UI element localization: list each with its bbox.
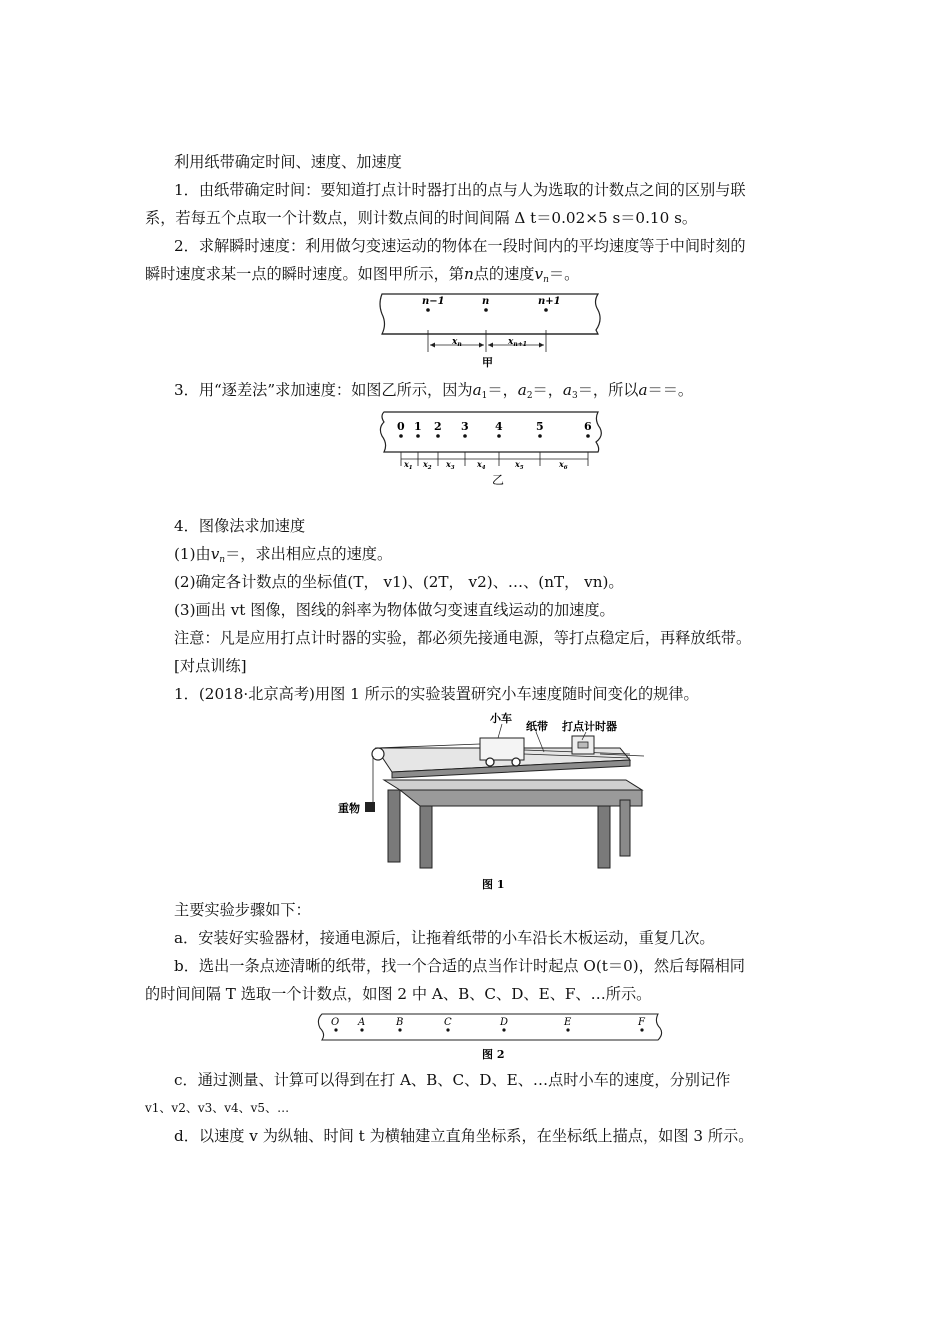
paragraph-4-item-3: (3)画出 vt 图像，图线的斜率为物体做匀变速直线运动的加速度。 [174, 601, 615, 619]
fig2-label-D: D [500, 1017, 509, 1028]
paragraph-2-line-1: 2．求解瞬时速度：利用做匀变速运动的物体在一段时间内的平均速度等于中间时刻的 [174, 237, 746, 255]
yi-seg-5: $x_5$ [515, 459, 524, 471]
step-c-line-1: c．通过测量、计算可以得到在打 A、B、C、D、E、…点时小车的速度，分别记作 [174, 1071, 731, 1089]
label-n-plus-1: n+1 [538, 296, 561, 307]
paragraph-4-item-2: (2)确定各计数点的坐标值(T， v1)、(2T， v2)、…、(nT， vn)。 [174, 573, 624, 591]
practice-label: [对点训练] [174, 657, 247, 675]
paragraph-2-line-2: 瞬时速度求某一点的瞬时速度。如图甲所示，第n点的速度$v_n=$。 [145, 265, 580, 285]
tape-dot-n-plus-1 [544, 308, 548, 312]
step-b-line-1: b．选出一条点迹清晰的纸带，找一个合适的点当作计时起点 O(t＝0)，然后每隔相同 [174, 957, 745, 975]
fig2-label-C: C [444, 1017, 452, 1028]
fig2-label-O: O [331, 1017, 340, 1028]
tape-dot-n [484, 308, 488, 312]
weight-block [365, 802, 375, 812]
fig2-label-E: E [564, 1017, 572, 1028]
figure-1-apparatus [330, 710, 660, 900]
yi-label-2: 2 [434, 420, 442, 433]
figure-2-tape [312, 1010, 672, 1066]
paragraph-4-title: 4．图像法求加速度 [174, 517, 306, 535]
yi-seg-2: $x_2$ [423, 459, 432, 471]
yi-label-1: 1 [414, 420, 422, 433]
tape-dot-n-minus-1 [426, 308, 430, 312]
step-d: d．以速度 v 为纵轴、时间 t 为横轴建立直角坐标系，在坐标纸上描点，如图 3 所示。 [174, 1127, 754, 1145]
note-line: 注意：凡是应用打点计时器的实验，都必须先接通电源，等打点稳定后，再释放纸带。 [174, 629, 752, 647]
yi-label-0: 0 [397, 420, 405, 433]
step-b-line-2: 的时间间隔 T 选取一个计数点，如图 2 中 A、B、C、D、E、F、…所示。 [145, 985, 652, 1003]
label-tape: 纸带 [526, 720, 548, 733]
yi-label-3: 3 [461, 420, 469, 433]
figure-yi-caption: 乙 [492, 473, 505, 487]
figure-yi-tape [376, 408, 608, 490]
yi-dots [399, 434, 590, 438]
figure-1-caption: 图 1 [482, 878, 505, 891]
yi-seg-1: $x_1$ [404, 459, 413, 471]
question-1: 1．(2018·北京高考)用图 1 所示的实验装置研究小车速度随时间变化的规律。 [174, 685, 699, 703]
label-cart: 小车 [490, 712, 512, 725]
yi-seg-4: $x_4$ [477, 459, 486, 471]
step-c-line-2: v1、v2、v3、v4、v5、… [145, 1101, 290, 1115]
paragraph-1-line-2: 系，若每五个点取一个计数点，则计数点间的时间间隔 Δ t＝0.02×5 s＝0.10 s。 [145, 209, 698, 227]
paragraph-4-item-1: (1)由$v_n=$，求出相应点的速度。 [174, 545, 393, 565]
label-n: n [482, 296, 490, 307]
label-timer: 打点计时器 [562, 720, 617, 733]
step-a: a．安装好实验器材，接通电源后，让拖着纸带的小车沿长木板运动，重复几次。 [174, 929, 715, 947]
fig2-label-F: F [638, 1017, 645, 1028]
yi-label-6: 6 [584, 420, 592, 433]
label-weight: 重物 [338, 802, 360, 815]
steps-title: 主要实验步骤如下： [174, 901, 311, 919]
seg-label-xn: $x_n$ [452, 337, 462, 348]
yi-seg-3: $x_3$ [446, 459, 455, 471]
label-n-minus-1: n−1 [422, 296, 445, 307]
figure-2-caption: 图 2 [482, 1048, 505, 1061]
yi-label-4: 4 [495, 420, 503, 433]
seg-label-xn1: $x_{n+1}$ [508, 337, 527, 348]
paragraph-3: 3．用“逐差法”求加速度：如图乙所示，因为$a_1=$，$a_2=$，$a_3=$，所以a＝＝。 [174, 381, 694, 401]
yi-seg-6: $x_6$ [559, 459, 568, 471]
paragraph-1-line-1: 1．由纸带确定时间：要知道打点计时器打出的点与人为选取的计数点之间的区别与联 [174, 181, 746, 199]
section-heading: 利用纸带确定时间、速度、加速度 [174, 153, 402, 171]
fig2-label-A: A [358, 1017, 366, 1028]
figure-jia-caption: 甲 [482, 356, 493, 369]
yi-label-5: 5 [536, 420, 544, 433]
figure-jia-tape [378, 290, 604, 370]
fig2-label-B: B [396, 1017, 404, 1028]
